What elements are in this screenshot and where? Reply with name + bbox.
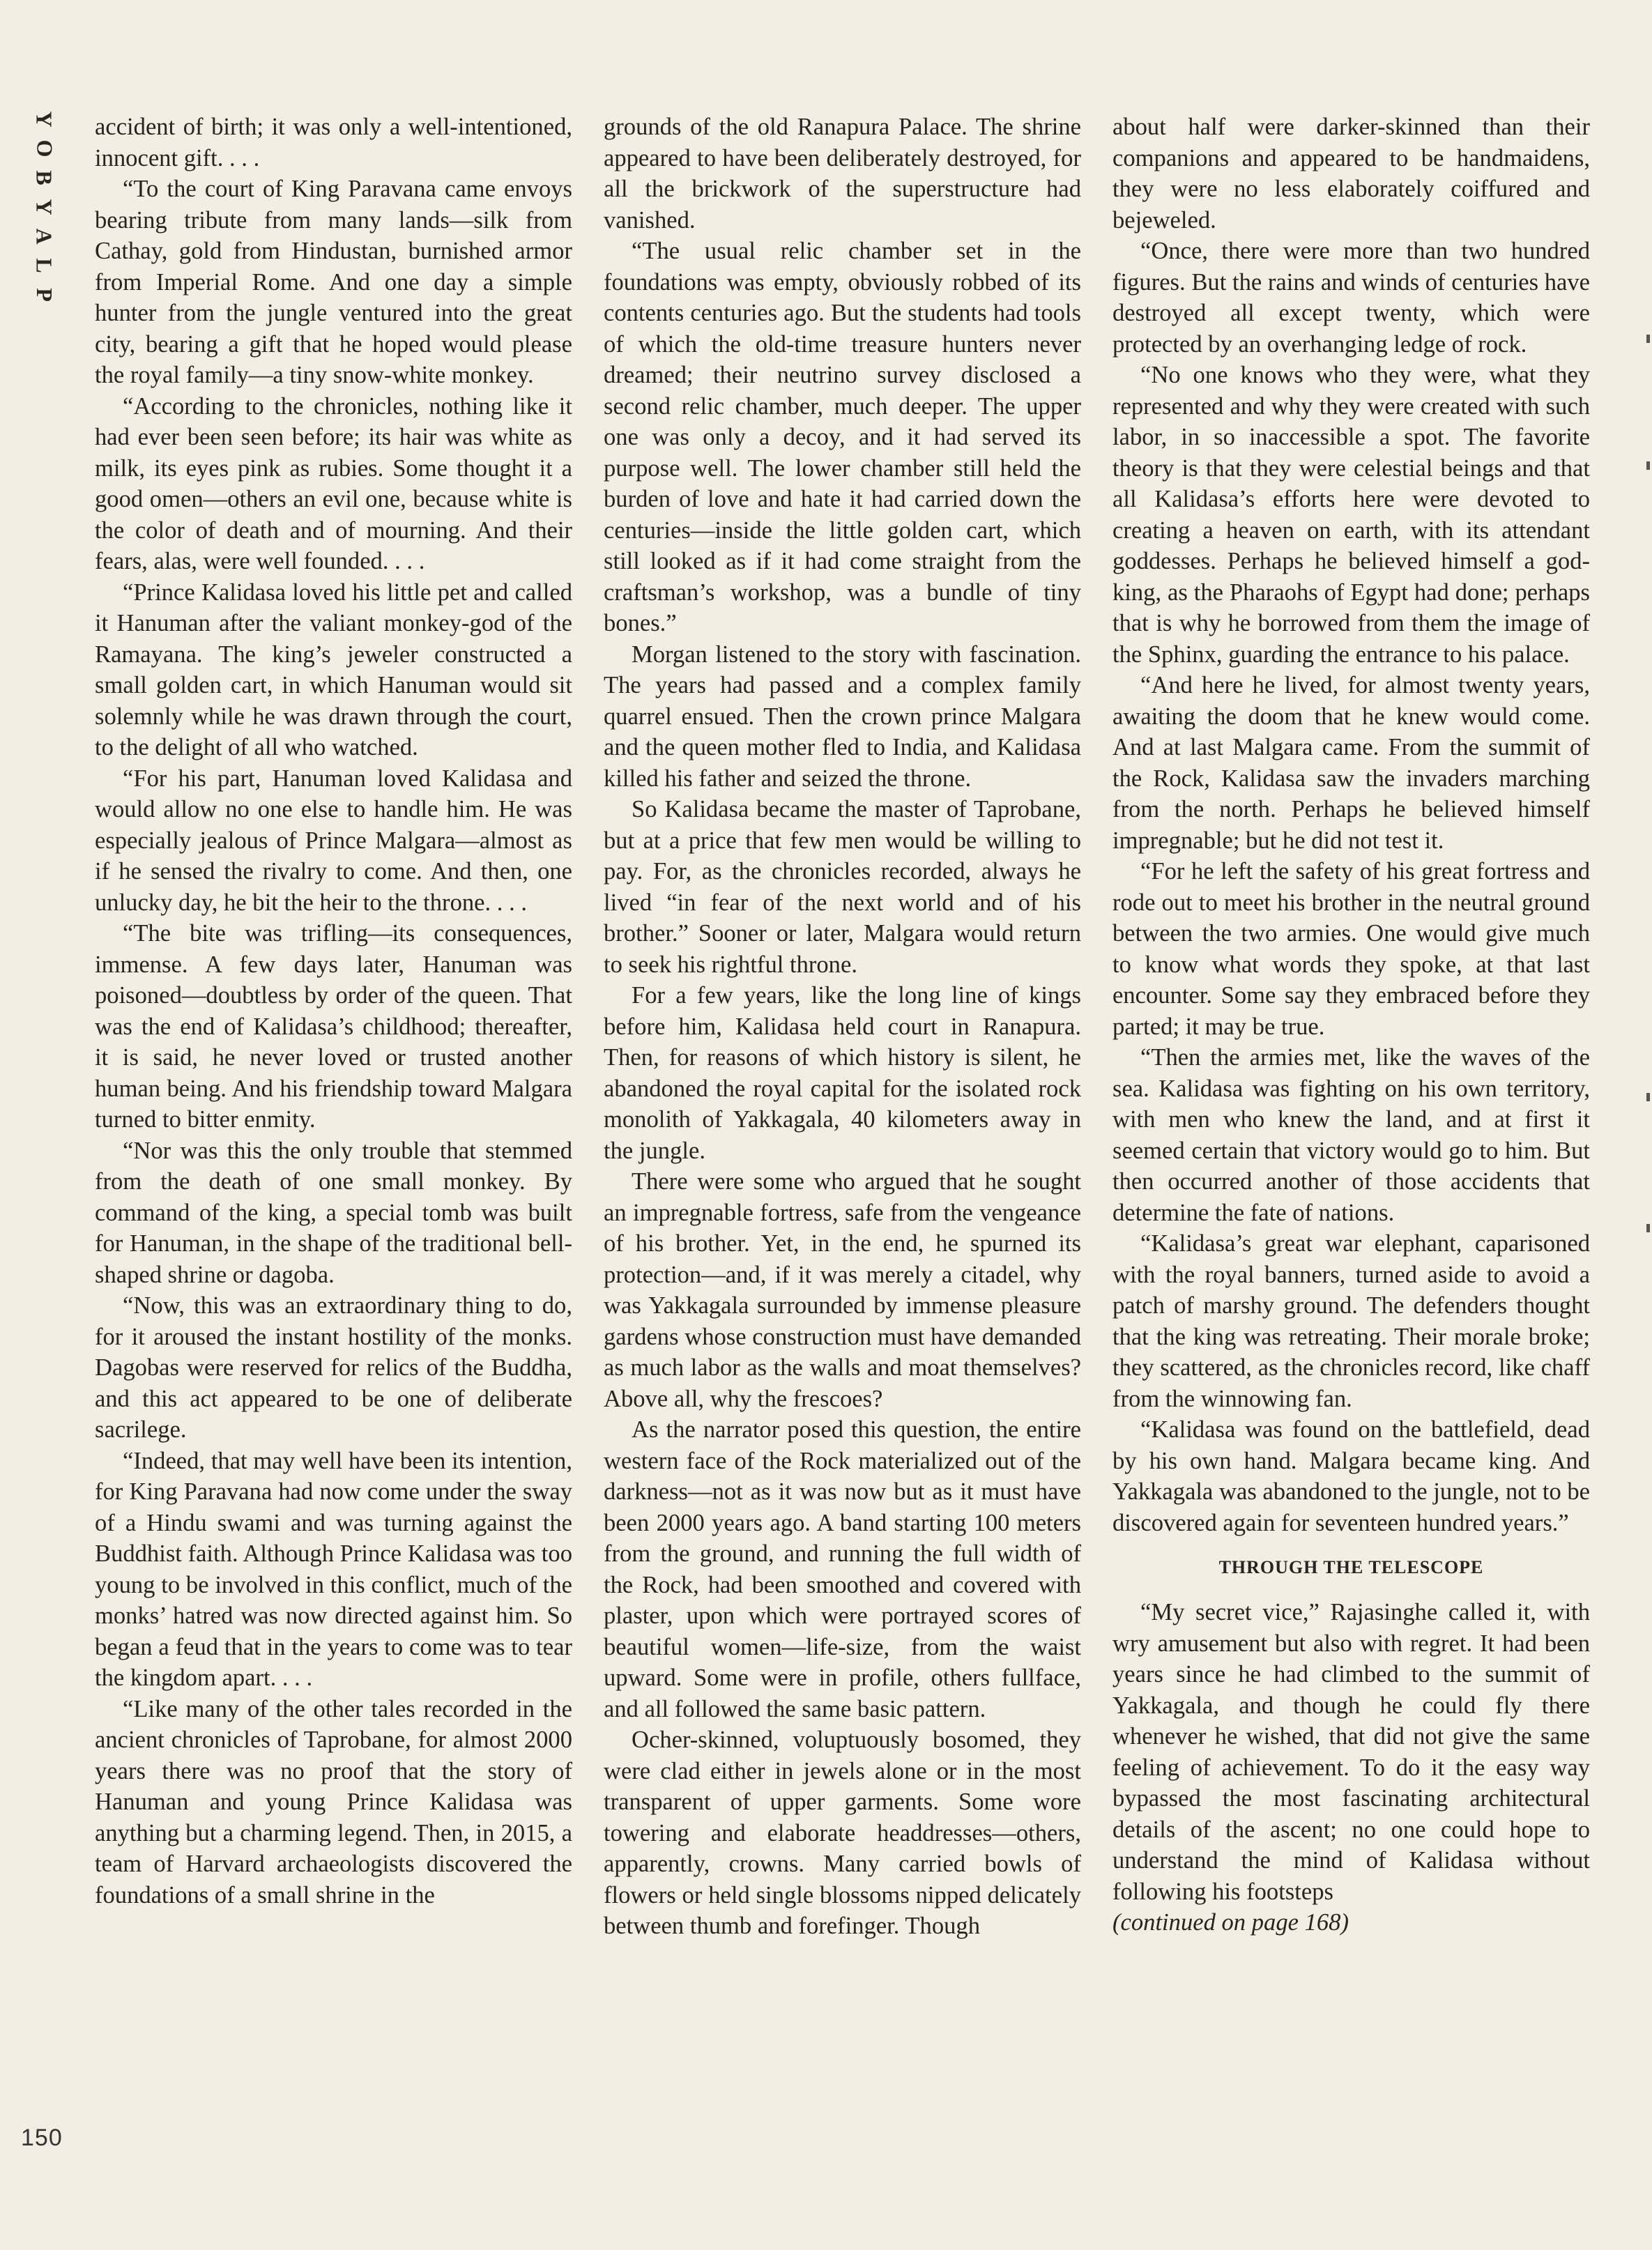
text-column-3 — [1112, 112, 1590, 1938]
paragraph: “No one knows who they were, what they represented and why they were created with such labor, in so inaccessible a spot. The favorite theory is that they were celestial beings and that all Kalidasa’s efforts here were devoted to creating a heaven on earth, with its attendant goddesses. Perhaps he believed himself a god-king, as the Pharaohs of Egypt had done; perhaps that is why he borrowed from them the image of the Sphinx, guarding the entrance to his palace. — [1112, 362, 1590, 668]
paragraph: “Like many of the other tales recorded in the ancient chronicles of Taprobane, for almost 2000 years there was no proof that the story of Hanuman and young Prince Kalidasa was anything but a charming legend. Then, in 2015, a team of Harvard archaeologists discovered the foundations of a small shrine in the — [95, 1695, 572, 1908]
paragraph: about half were darker-skinned than their companions and appeared to be handmaidens, they were no less elaborately coiffured and bejeweled. — [1112, 114, 1590, 234]
paragraph: “According to the chronicles, nothing like it had ever been seen before; its hair was white as milk, its eyes pink as rubies. Some thought it a good omen—others an evil one, because white is the color of death and of mourning. And their fears, alas, were well founded. . . . — [95, 392, 572, 574]
paragraph: “For he left the safety of his great fortress and rode out to meet his brother in the neutral ground between the two armies. One would give much to know what words they spoke, at that last encounter. Some say they embraced before they parted; it may be true. — [1112, 858, 1590, 1040]
paragraph: “Prince Kalidasa loved his little pet and called it Hanuman after the valiant monkey-god of the Ramayana. The king’s jeweler constructed a small golden cart, in which Hanuman would sit solemnly while he was drawn through the court, to the delight of all who watched. — [95, 579, 572, 760]
continued-note: (continued on page 168) — [1112, 1909, 1349, 1936]
text-column-2 — [604, 112, 1081, 1942]
edge-mark — [1646, 1224, 1650, 1232]
edge-mark — [1646, 335, 1650, 343]
spine-letter: Y — [31, 111, 57, 128]
paragraph: Ocher-skinned, voluptuously bosomed, they were clad either in jewels alone or in the most transparent of upper garments. Some wore towering and elaborate headdresses—others, apparently, crowns. Many carried bowls of flowers or held single blossoms nipped delicately between thumb and forefinger. Though — [604, 1727, 1081, 1939]
magazine-spine-title — [31, 105, 59, 309]
spine-letter: B — [32, 170, 57, 185]
paragraph: “Kalidasa was found on the battlefield, dead by his own hand. Malgara became king. And Yakkagala was abandoned to the jungle, not to be discovered again for seventeen hundred years.” — [1112, 1416, 1591, 1536]
paragraph: “Now, this was an extraordinary thing to do, for it aroused the instant hostility of the monks. Dagobas were reserved for relics of the Buddha, and this act appeared to be one of deliberate sacrilege. — [95, 1292, 572, 1443]
paragraph: “My secret vice,” Rajasinghe called it, with wry amusement but also with regret. It had been years since he had climbed to the summit of Yakkagala, and though he could fly there whenever he wished, that did not give the same feeling of achievement. To do it the easy way bypassed the most fascinating architectural details of the ascent; no one could hope to understand the mind of Kalidasa without following his footsteps — [1112, 1599, 1590, 1905]
paragraph: “Kalidasa’s great war elephant, caparisoned with the royal banners, turned aside to avoid a patch of marshy ground. The defenders thought that the king was retreating. Their morale broke; they scattered, as the chronicles record, like chaff from the winnowing fan. — [1112, 1230, 1590, 1412]
paragraph: Morgan listened to the story with fascination. The years had passed and a complex family quarrel ensued. Then the crown prince Malgara and the queen mother fled to India, and Kalidasa killed his father and seized the throne. — [604, 641, 1081, 792]
spine-letter: O — [31, 139, 57, 158]
edge-mark — [1646, 1093, 1650, 1101]
paragraph: “Then the armies met, like the waves of the sea. Kalidasa was fighting on his own territory, with men who knew the land, and at first it seemed certain that victory would go to him. But then occurred another of those accidents that determine the fate of nations. — [1112, 1044, 1590, 1226]
spine-letter: A — [31, 228, 57, 245]
paragraph: For a few years, like the long line of kings before him, Kalidasa held court in Ranapura. Then, for reasons of which history is silent, he abandoned the royal capital for the isolated rock monolith of Yakkagala, 40 kilometers away in the jungle. — [604, 982, 1081, 1164]
spine-letter: L — [32, 258, 57, 273]
paragraph: There were some who argued that he sought an impregnable fortress, safe from the vengeance of his brother. Yet, in the end, he spurned its protection—and, if it was merely a citadel, why was Yakkagala surrounded by immense pleasure gardens whose construction must have demanded as much labor as the walls and moat themselves? Above all, why the frescoes? — [604, 1168, 1081, 1412]
spine-letter: Y — [31, 199, 57, 215]
paragraph: accident of birth; it was only a well-intentioned, innocent gift. . . . — [95, 114, 572, 171]
text-column-1 — [95, 112, 572, 1911]
section-subhead: THROUGH THE TELESCOPE — [1218, 1557, 1484, 1577]
paragraph: “Indeed, that may well have been its intention, for King Paravana had now come under the sway of a Hindu swami and was turning against the Buddhist faith. Although Prince Kalidasa was too young to be involved in this conflict, much of the monks’ hatred was now directed against him. So began a feud that in the years to come was to tear the kingdom apart. . . . — [95, 1447, 572, 1691]
paragraph: “For his part, Hanuman loved Kalidasa and would allow no one else to handle him. He was especially jealous of Prince Malgara—almost as if he sensed the rivalry to come. And then, one unlucky day, he bit the heir to the throne. . . . — [95, 765, 572, 916]
paragraph: “Nor was this the only trouble that stemmed from the death of one small monkey. By command of the king, a special tomb was built for Hanuman, in the shape of the traditional bell-shaped shrine or dagoba. — [95, 1137, 572, 1288]
paragraph: “And here he lived, for almost twenty years, awaiting the doom that he knew would come. And at last Malgara came. From the summit of the Rock, Kalidasa saw the invaders marching from the north. Perhaps he believed himself impregnable; but he did not test it. — [1112, 672, 1590, 854]
paragraph: grounds of the old Ranapura Palace. The shrine appeared to have been deliberately destroyed, for all the brickwork of the superstructure had vanished. — [604, 114, 1081, 234]
edge-mark — [1646, 461, 1650, 470]
paragraph: So Kalidasa became the master of Taprobane, but at a price that few men would be willing to pay. For, as the chronicles recorded, always he lived “in fear of the next world and of his brother.” Sooner or later, Malgara would return to seek his rightful throne. — [604, 796, 1081, 978]
paragraph: “Once, there were more than two hundred figures. But the rains and winds of centuries have destroyed all except twenty, which were protected by an overhanging ledge of rock. — [1112, 238, 1590, 358]
paragraph: “To the court of King Paravana came envoys bearing tribute from many lands—silk from Cathay, gold from Hindustan, burnished armor from Imperial Rome. And one day a simple hunter from the jungle ventured into the great city, bearing a gift that he hoped would please the royal family—a tiny snow-white monkey. — [95, 176, 572, 388]
paragraph: “The bite was trifling—its consequences, immense. A few days later, Hanuman was poisoned—doubtless by order of the queen. That was the end of Kalidasa’s childhood; thereafter, it is said, he never loved or trusted another human being. And his friendship toward Malgara turned to bitter enmity. — [95, 920, 572, 1133]
paragraph: “The usual relic chamber set in the foundations was empty, obviously robbed of its contents centuries ago. But the students had tools of which the old-time treasure hunters never dreamed; their neutrino survey disclosed a second relic chamber, much deeper. The upper one was only a decoy, and it had served its purpose well. The lower chamber still held the burden of love and hate it had carried down the centuries—inside the little golden cart, which still looked as if it had come straight from the craftsman’s workshop, was a bundle of tiny bones.” — [604, 238, 1081, 636]
spine-letter: P — [31, 288, 57, 302]
paragraph: As the narrator posed this question, the entire western face of the Rock materialized out of the darkness—not as it was now but as it must have been 2000 years ago. A band starting 100 meters from the ground, and running the full width of the Rock, had been smoothed and covered with plaster, upon which were portrayed scores of beautiful women—life-size, from the waist upward. Some were in profile, others fullface, and all followed the same basic pattern. — [604, 1416, 1081, 1722]
page-number: 150 — [21, 2125, 63, 2151]
